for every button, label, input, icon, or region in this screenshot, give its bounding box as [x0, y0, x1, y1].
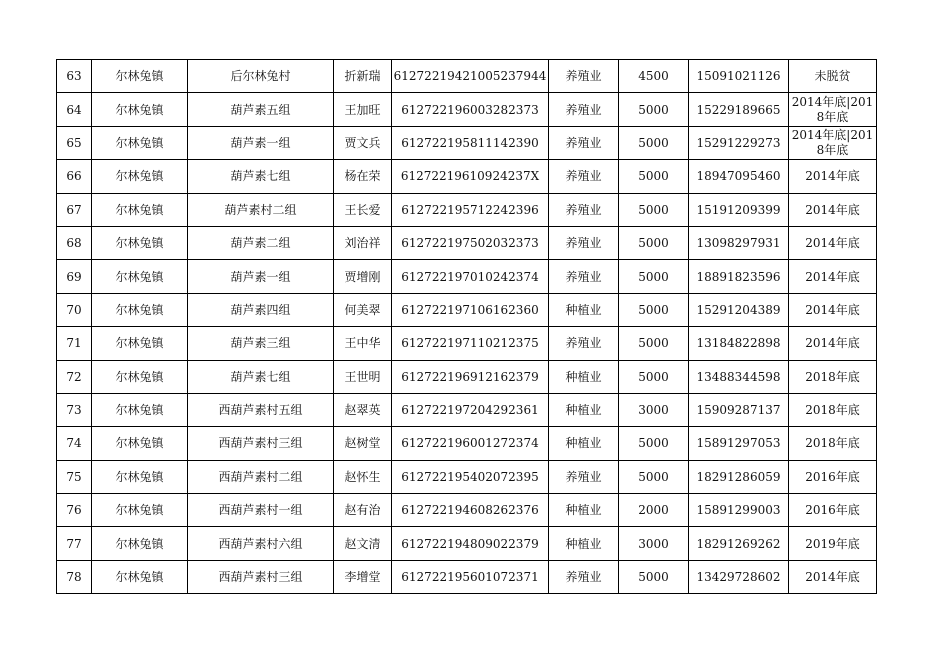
village-cell[interactable]: 西葫芦素村三组 [188, 427, 334, 460]
seq-cell[interactable]: 70 [57, 293, 92, 326]
status-cell[interactable]: 2014年底 [789, 560, 877, 593]
status-cell[interactable]: 2014年底 [789, 327, 877, 360]
status-cell[interactable]: 2014年底 [789, 260, 877, 293]
phone-cell[interactable]: 15291204389 [689, 293, 789, 326]
table-row [57, 193, 877, 226]
town-cell[interactable]: 尔林兔镇 [92, 293, 188, 326]
id-number-cell[interactable]: 612722197106162360 [392, 293, 549, 326]
amount-cell[interactable]: 5000 [619, 93, 689, 126]
seq-cell[interactable]: 68 [57, 226, 92, 259]
name-cell[interactable]: 赵怀生 [334, 460, 392, 493]
status-cell[interactable]: 未脱贫 [789, 60, 877, 93]
name-cell[interactable]: 王长爱 [334, 193, 392, 226]
industry-cell[interactable]: 种植业 [549, 360, 619, 393]
amount-cell[interactable]: 5000 [619, 560, 689, 593]
data-table [56, 59, 877, 594]
town-cell[interactable]: 尔林兔镇 [92, 226, 188, 259]
name-cell[interactable]: 贾增刚 [334, 260, 392, 293]
industry-cell[interactable]: 养殖业 [549, 327, 619, 360]
status-cell[interactable]: 2018年底 [789, 360, 877, 393]
amount-cell[interactable]: 5000 [619, 360, 689, 393]
seq-cell[interactable]: 63 [57, 60, 92, 93]
id-number-cell[interactable]: 612722197010242374 [392, 260, 549, 293]
table-row [57, 560, 877, 593]
industry-cell[interactable]: 种植业 [549, 293, 619, 326]
amount-cell[interactable]: 5000 [619, 226, 689, 259]
town-cell[interactable]: 尔林兔镇 [92, 260, 188, 293]
amount-cell[interactable]: 3000 [619, 393, 689, 426]
id-number-cell[interactable]: 612722197110212375 [392, 327, 549, 360]
village-cell[interactable]: 葫芦素七组 [188, 160, 334, 193]
industry-cell[interactable]: 种植业 [549, 393, 619, 426]
name-cell[interactable]: 王中华 [334, 327, 392, 360]
seq-cell[interactable]: 75 [57, 460, 92, 493]
village-cell[interactable]: 葫芦素三组 [188, 327, 334, 360]
seq-cell[interactable]: 78 [57, 560, 92, 593]
town-cell[interactable]: 尔林兔镇 [92, 494, 188, 527]
seq-cell[interactable]: 73 [57, 393, 92, 426]
phone-cell[interactable]: 15909287137 [689, 393, 789, 426]
id-number-cell[interactable]: 612722195811142390 [392, 126, 549, 159]
seq-cell[interactable]: 69 [57, 260, 92, 293]
id-number-cell[interactable]: 612722194809022379 [392, 527, 549, 560]
industry-cell[interactable]: 养殖业 [549, 126, 619, 159]
status-cell[interactable]: 2016年底 [789, 460, 877, 493]
phone-cell[interactable]: 15229189665 [689, 93, 789, 126]
phone-cell[interactable]: 15091021126 [689, 60, 789, 93]
amount-cell[interactable]: 5000 [619, 260, 689, 293]
town-cell[interactable]: 尔林兔镇 [92, 193, 188, 226]
amount-cell[interactable]: 3000 [619, 527, 689, 560]
town-cell[interactable]: 尔林兔镇 [92, 527, 188, 560]
town-cell[interactable]: 尔林兔镇 [92, 60, 188, 93]
amount-cell[interactable]: 5000 [619, 126, 689, 159]
status-cell[interactable]: 2014年底 [789, 226, 877, 259]
town-cell[interactable]: 尔林兔镇 [92, 160, 188, 193]
village-cell[interactable]: 后尔林兔村 [188, 60, 334, 93]
id-number-cell[interactable]: 612722196001272374 [392, 427, 549, 460]
id-number-cell[interactable]: 612722196003282373 [392, 93, 549, 126]
status-cell[interactable]: 2014年底|2018年底 [789, 126, 877, 159]
town-cell[interactable]: 尔林兔镇 [92, 360, 188, 393]
town-cell[interactable]: 尔林兔镇 [92, 460, 188, 493]
amount-cell[interactable]: 5000 [619, 160, 689, 193]
name-cell[interactable]: 赵树堂 [334, 427, 392, 460]
town-cell[interactable]: 尔林兔镇 [92, 93, 188, 126]
industry-cell[interactable]: 养殖业 [549, 460, 619, 493]
name-cell[interactable]: 王世明 [334, 360, 392, 393]
table-body [57, 60, 877, 594]
id-number-cell[interactable]: 612722195601072371 [392, 560, 549, 593]
table-row [57, 527, 877, 560]
phone-cell[interactable]: 18291286059 [689, 460, 789, 493]
seq-cell[interactable]: 64 [57, 93, 92, 126]
id-number-cell[interactable]: 612722197204292361 [392, 393, 549, 426]
seq-cell[interactable]: 77 [57, 527, 92, 560]
village-cell[interactable]: 西葫芦素村一组 [188, 494, 334, 527]
amount-cell[interactable]: 4500 [619, 60, 689, 93]
seq-cell[interactable]: 72 [57, 360, 92, 393]
table-row [57, 460, 877, 493]
table-row [57, 260, 877, 293]
name-cell[interactable]: 折新瑞 [334, 60, 392, 93]
name-cell[interactable]: 贾文兵 [334, 126, 392, 159]
town-cell[interactable]: 尔林兔镇 [92, 393, 188, 426]
id-number-cell[interactable]: 61272219421005237944 [392, 60, 549, 93]
status-cell[interactable]: 2018年底 [789, 393, 877, 426]
seq-cell[interactable]: 66 [57, 160, 92, 193]
table-row [57, 360, 877, 393]
industry-cell[interactable]: 养殖业 [549, 93, 619, 126]
name-cell[interactable]: 赵有治 [334, 494, 392, 527]
phone-cell[interactable]: 15891299003 [689, 494, 789, 527]
phone-cell[interactable]: 13488344598 [689, 360, 789, 393]
phone-cell[interactable]: 18891823596 [689, 260, 789, 293]
village-cell[interactable]: 葫芦素一组 [188, 126, 334, 159]
industry-cell[interactable]: 种植业 [549, 494, 619, 527]
industry-cell[interactable]: 种植业 [549, 527, 619, 560]
amount-cell[interactable]: 5000 [619, 193, 689, 226]
table-row [57, 393, 877, 426]
seq-cell[interactable]: 74 [57, 427, 92, 460]
table-row [57, 93, 877, 126]
phone-cell[interactable]: 13098297931 [689, 226, 789, 259]
table-row [57, 494, 877, 527]
town-cell[interactable]: 尔林兔镇 [92, 126, 188, 159]
amount-cell[interactable]: 2000 [619, 494, 689, 527]
table-row [57, 126, 877, 159]
phone-cell[interactable]: 13429728602 [689, 560, 789, 593]
village-cell[interactable]: 葫芦素四组 [188, 293, 334, 326]
industry-cell[interactable]: 养殖业 [549, 160, 619, 193]
seq-cell[interactable]: 67 [57, 193, 92, 226]
name-cell[interactable]: 王加旺 [334, 93, 392, 126]
phone-cell[interactable]: 18947095460 [689, 160, 789, 193]
id-number-cell[interactable]: 612722197502032373 [392, 226, 549, 259]
status-cell[interactable]: 2018年底 [789, 427, 877, 460]
status-cell[interactable]: 2016年底 [789, 494, 877, 527]
phone-cell[interactable]: 18291269262 [689, 527, 789, 560]
town-cell[interactable]: 尔林兔镇 [92, 560, 188, 593]
seq-cell[interactable]: 76 [57, 494, 92, 527]
id-number-cell[interactable]: 61272219610924237X [392, 160, 549, 193]
amount-cell[interactable]: 5000 [619, 427, 689, 460]
seq-cell[interactable]: 65 [57, 126, 92, 159]
village-cell[interactable]: 西葫芦素村五组 [188, 393, 334, 426]
phone-cell[interactable]: 15891297053 [689, 427, 789, 460]
town-cell[interactable]: 尔林兔镇 [92, 327, 188, 360]
status-cell[interactable]: 2014年底 [789, 293, 877, 326]
village-cell[interactable]: 葫芦素村二组 [188, 193, 334, 226]
name-cell[interactable]: 刘治祥 [334, 226, 392, 259]
table-row [57, 327, 877, 360]
status-cell[interactable]: 2014年底|2018年底 [789, 93, 877, 126]
table-row [57, 160, 877, 193]
seq-cell[interactable]: 71 [57, 327, 92, 360]
village-cell[interactable]: 葫芦素一组 [188, 260, 334, 293]
village-cell[interactable]: 西葫芦素村六组 [188, 527, 334, 560]
table-row [57, 427, 877, 460]
id-number-cell[interactable]: 612722194608262376 [392, 494, 549, 527]
village-cell[interactable]: 葫芦素二组 [188, 226, 334, 259]
table-row [57, 293, 877, 326]
industry-cell[interactable]: 养殖业 [549, 260, 619, 293]
id-number-cell[interactable]: 612722195402072395 [392, 460, 549, 493]
amount-cell[interactable]: 5000 [619, 327, 689, 360]
industry-cell[interactable]: 养殖业 [549, 560, 619, 593]
industry-cell[interactable]: 养殖业 [549, 60, 619, 93]
id-number-cell[interactable]: 612722196912162379 [392, 360, 549, 393]
name-cell[interactable]: 赵翠英 [334, 393, 392, 426]
phone-cell[interactable]: 15291229273 [689, 126, 789, 159]
amount-cell[interactable]: 5000 [619, 293, 689, 326]
table-row [57, 60, 877, 93]
spreadsheet-sheet [56, 59, 876, 594]
name-cell[interactable]: 赵文清 [334, 527, 392, 560]
town-cell[interactable]: 尔林兔镇 [92, 427, 188, 460]
table-row [57, 226, 877, 259]
industry-cell[interactable]: 养殖业 [549, 226, 619, 259]
phone-cell[interactable]: 13184822898 [689, 327, 789, 360]
industry-cell[interactable]: 种植业 [549, 427, 619, 460]
name-cell[interactable]: 杨在荣 [334, 160, 392, 193]
industry-cell[interactable]: 养殖业 [549, 193, 619, 226]
id-number-cell[interactable]: 612722195712242396 [392, 193, 549, 226]
village-cell[interactable]: 葫芦素七组 [188, 360, 334, 393]
name-cell[interactable]: 李增堂 [334, 560, 392, 593]
amount-cell[interactable]: 5000 [619, 460, 689, 493]
village-cell[interactable]: 西葫芦素村二组 [188, 460, 334, 493]
village-cell[interactable]: 西葫芦素村三组 [188, 560, 334, 593]
status-cell[interactable]: 2014年底 [789, 193, 877, 226]
status-cell[interactable]: 2019年底 [789, 527, 877, 560]
status-cell[interactable]: 2014年底 [789, 160, 877, 193]
name-cell[interactable]: 何美翠 [334, 293, 392, 326]
phone-cell[interactable]: 15191209399 [689, 193, 789, 226]
village-cell[interactable]: 葫芦素五组 [188, 93, 334, 126]
